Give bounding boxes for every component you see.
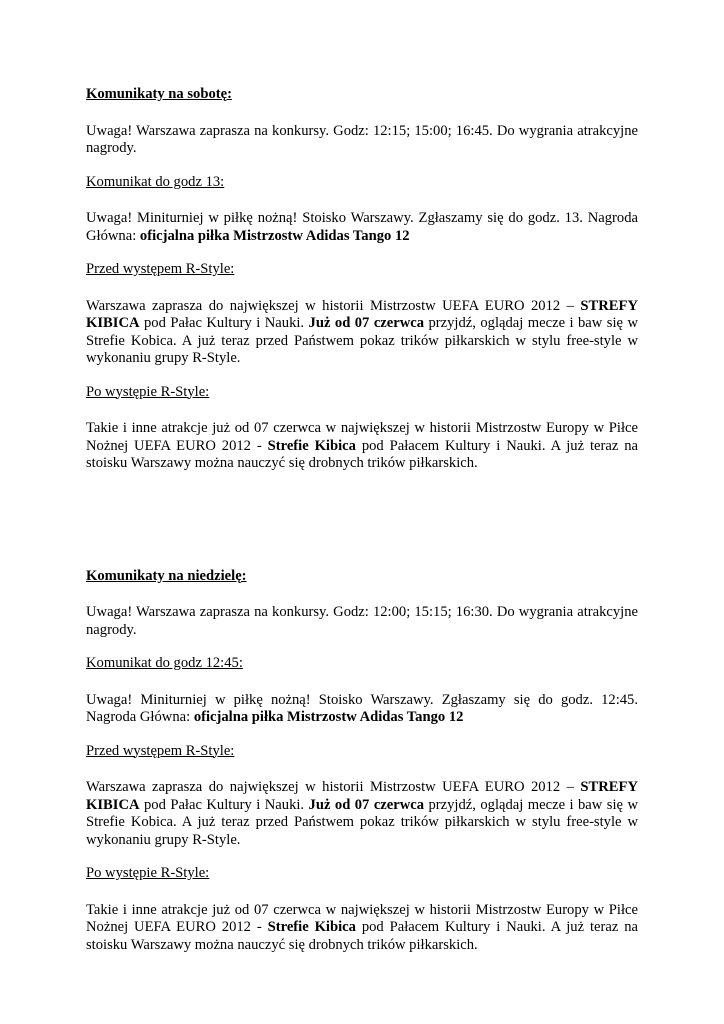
saturday-tournament-prize: oficjalna piłka Mistrzostw Adidas Tango 12	[139, 227, 410, 244]
sunday-contest-announcement: Uwaga! Warszawa zaprasza na konkursy. Godz: 12:00; 15:15; 16:30. Do wygrania atrakcyjne nagrody.	[86, 604, 638, 638]
saturday-before-bold-2: Już od 07 czerwca	[308, 315, 425, 331]
sunday-section	[86, 568, 638, 955]
sunday-after-text-1: Takie i inne atrakcje już od 07 czerwca w największej w historii Mistrzostw Europy w Piłce Nożnej UEFA EURO 2012 -	[86, 901, 638, 935]
sunday-after-bold-1: Strefie Kibica	[267, 919, 356, 935]
saturday-after-text-2: pod Pałacem Kultury i Nauki. A już teraz na stoisku Warszawy można nauczyć się drobnych trików piłkarskich.	[86, 437, 638, 471]
sunday-before-text-1: Warszawa zaprasza do największej w historii Mistrzostw UEFA EURO 2012 –	[86, 779, 581, 795]
sunday-tournament-announcement	[86, 692, 638, 727]
saturday-before-text-3: przyjdź, oglądaj mecze i baw się w Strefie Kobica. A już teraz przed Państwem pokaz trików piłkarskich w stylu free-style w wykonaniu grupy R-Style.	[86, 315, 638, 366]
saturday-before-label: Przed występem R-Style:	[86, 261, 235, 277]
saturday-before-announcement	[86, 298, 638, 368]
sunday-after-label: Po występie R-Style:	[86, 865, 210, 881]
sunday-before-text-3: przyjdź, oglądaj mecze i baw się w Strefie Kobica. A już teraz przed Państwem pokaz trików piłkarskich w stylu free-style w wykonaniu grupy R-Style.	[86, 796, 638, 848]
sunday-before-label: Przed występem R-Style:	[86, 742, 235, 759]
saturday-heading: Komunikaty na sobotę:	[86, 86, 232, 102]
sunday-before-bold-1: STREFY KIBICA	[86, 779, 638, 813]
saturday-after-label: Po występie R-Style:	[86, 383, 210, 400]
saturday-after-announcement	[86, 420, 638, 473]
sunday-after-announcement	[86, 902, 638, 955]
section-spacer	[86, 473, 638, 568]
saturday-after-text-1: Takie i inne atrakcje już od 07 czerwca w największej w historii Mistrzostw Europy w Piłce Nożnej UEFA EURO 2012 -	[86, 420, 638, 454]
saturday-contest-announcement: Uwaga! Warszawa zaprasza na konkursy. Godz: 12:15; 15:00; 16:45. Do wygrania atrakcyjne nagrody.	[86, 122, 638, 156]
sunday-until-label: Komunikat do godz 12:45:	[86, 655, 243, 671]
saturday-until-label: Komunikat do godz 13:	[86, 173, 225, 190]
saturday-tournament-text: Uwaga! Miniturniej w piłkę nożną! Stoisko Warszawy. Zgłaszamy się do godz. 13. Nagroda Główna:	[86, 210, 638, 244]
saturday-section	[86, 86, 638, 473]
sunday-tournament-prize: oficjalna piłka Mistrzostw Adidas Tango 12	[193, 709, 464, 725]
saturday-tournament-announcement	[86, 210, 638, 245]
sunday-before-text-2: pod Pałac Kultury i Nauki.	[139, 796, 309, 813]
saturday-before-bold-1: STREFY KIBICA	[86, 297, 638, 331]
sunday-tournament-text: Uwaga! Miniturniej w piłkę nożną! Stoisko Warszawy. Zgłaszamy się do godz. 12:45. Nagroda Główna:	[86, 691, 638, 725]
saturday-before-text-1: Warszawa zaprasza do największej w historii Mistrzostw UEFA EURO 2012 –	[86, 297, 581, 314]
sunday-before-announcement	[86, 779, 638, 849]
saturday-before-text-2: pod Pałac Kultury i Nauki.	[139, 315, 309, 331]
sunday-before-bold-2: Już od 07 czerwca	[308, 796, 425, 813]
sunday-after-text-2: pod Pałacem Kultury i Nauki. A już teraz na stoisku Warszawy można nauczyć się drobnych trików piłkarskich.	[86, 919, 638, 953]
document-page	[86, 86, 638, 954]
saturday-after-bold-1: Strefie Kibica	[267, 437, 356, 454]
sunday-heading: Komunikaty na niedzielę:	[86, 567, 247, 584]
